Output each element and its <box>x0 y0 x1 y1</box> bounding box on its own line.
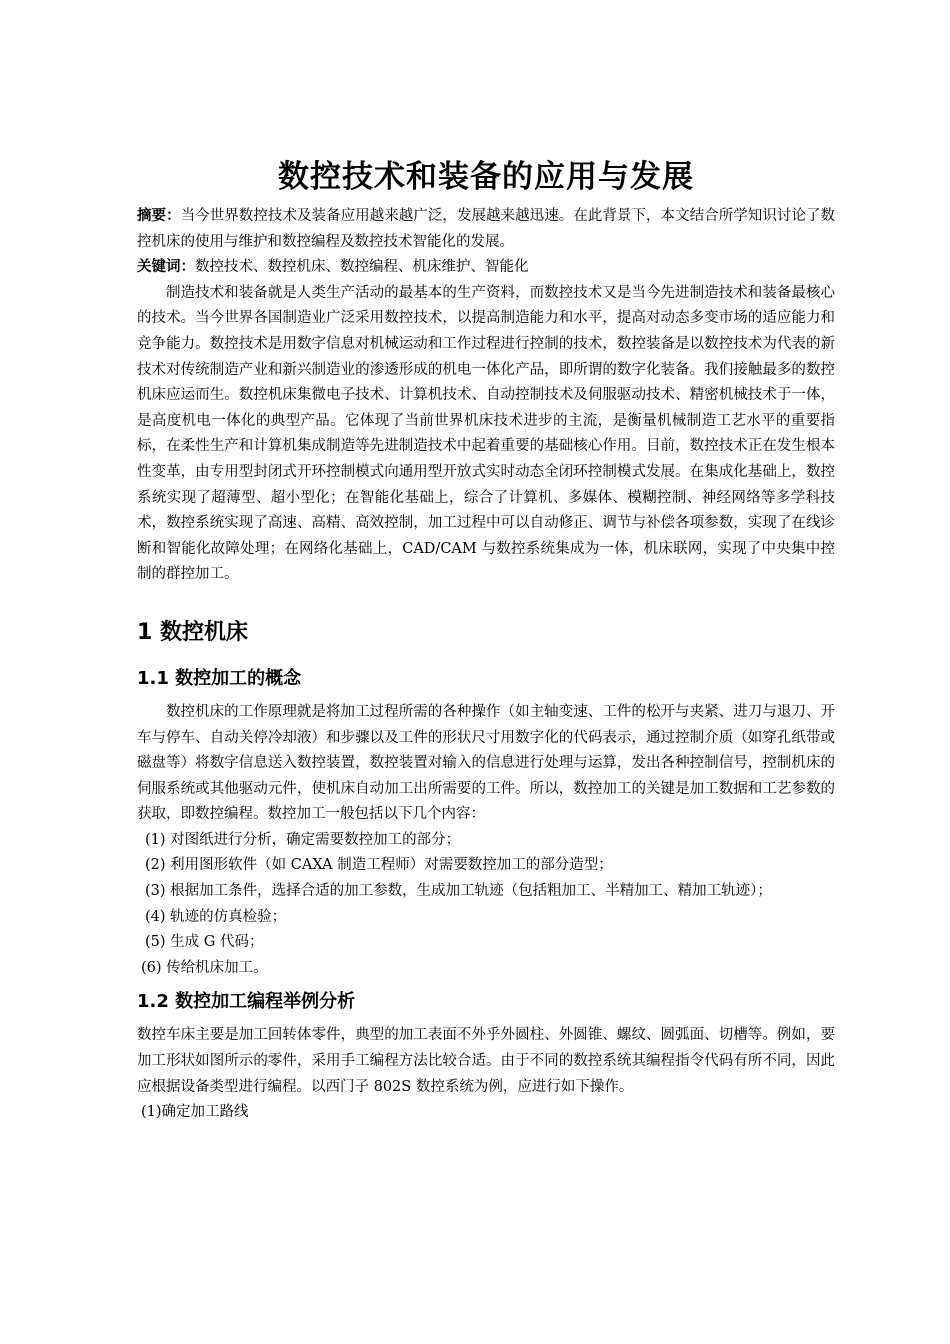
section-1-1-heading: 1.1 数控加工的概念 <box>137 667 302 689</box>
list-item: (2) 利用图形软件（如 CAXA 制造工程师）对需要数控加工的部分造型； <box>145 857 613 874</box>
document-title: 数控技术和装备的应用与发展 <box>278 159 694 195</box>
list-item: (1) 对图纸进行分析，确定需要数控加工的部分； <box>145 831 461 848</box>
section-1-2-paragraph: 数控车床主要是加工回转体零件，典型的加工表面不外乎外圆柱、外圆锥、螺纹、圆弧面、切槽等。例如，要加工形状如图所示的零件，采用手工编程方法比较合适。由于不同的数控系统其编程指令代码有所不同，因此应根据设备类型进行编程。以西门子 802S 数控系统为例，应进行如下操作。 <box>137 1027 835 1095</box>
list-item: (6) 传给机床加工。 <box>141 959 268 976</box>
abstract-text: 当今世界数控技术及装备应用越来越广泛，发展越来越迅速。在此背景下，本文结合所学知识讨论了数控机床的使用与维护和数控编程及数控技术智能化的发展。 <box>137 208 836 250</box>
list-item: (5) 生成 G 代码； <box>145 934 264 951</box>
step-1: (1)确定加工路线 <box>141 1104 249 1121</box>
abstract-label: 摘要： <box>137 208 181 224</box>
section-1-2-heading: 1.2 数控加工编程举例分析 <box>137 991 356 1013</box>
abstract <box>137 204 835 255</box>
keywords-label: 关键词： <box>137 259 195 276</box>
list-item: (3) 根据加工条件，选择合适的加工参数，生成加工轨迹（包括粗加工、半精加工、精加工轨迹）； <box>145 883 772 900</box>
keywords-text: 数控技术、数控机床、数控编程、机床维护、智能化 <box>195 259 529 276</box>
section-1-1-paragraph: 数控机床的工作原理就是将加工过程所需的各种操作（如主轴变速、工件的松开与夹紧、进刀与退刀、开车与停车、自动关停冷却液）和步骤以及工件的形状尺寸用数字化的代码表示，通过控制介质（如穿孔纸带或磁盘等）将数字信息送入数控装置，数控装置对输入的信息进行处理与运算，发出各种控制信号，控制机床的伺服系统或其他驱动元件，使机床自动加工出所需要的工件。所以，数控加工的关键是加工数据和工艺参数的获取，即数控编程。数控加工一般包括以下几个内容： <box>137 703 835 823</box>
list-item: (4) 轨迹的仿真检验； <box>145 908 287 925</box>
intro-paragraph: 制造技术和装备就是人类生产活动的最基本的生产资料，而数控技术又是当今先进制造技术和装备最核心的技术。当今世界各国制造业广泛采用数控技术，以提高制造能力和水平，提高对动态多变市场的适应能力和竞争能力。数控技术是用数字信息对机械运动和工作过程进行控制的技术，数控装备是以数控技术为代表的新技术对传统制造产业和新兴制造业的渗透形成的机电一体化产品，即所谓的数字化装备。我们接触最多的数控机床应运而生。数控机床集微电子技术、计算机技术、自动控制技术及伺服驱动技术、精密机械技术于一体，是高度机电一体化的典型产品。它体现了当前世界机床技术进步的主流，是衡量机械制造工艺水平的重要指标，在柔性生产和计算机集成制造等先进制造技术中起着重要的基础核心作用。目前，数控技术正在发生根本性变革，由专用型封闭式开环控制模式向通用型开放式实时动态全闭环控制模式发展。在集成化基础上，数控系统实现了超薄型、超小型化；在智能化基础上，综合了计算机、多媒体、模糊控制、神经网络等多学科技术，数控系统实现了高速、高精、高效控制，加工过程中可以自动修正、调节与补偿各项参数，实现了在线诊断和智能化故障处理；在网络化基础上，CAD/CAM 与数控系统集成为一体，机床联网，实现了中央集中控制的群控加工。 <box>137 284 835 583</box>
document-page <box>137 150 835 1126</box>
keywords <box>137 255 835 281</box>
section-1-heading: 1 数控机床 <box>137 619 248 645</box>
